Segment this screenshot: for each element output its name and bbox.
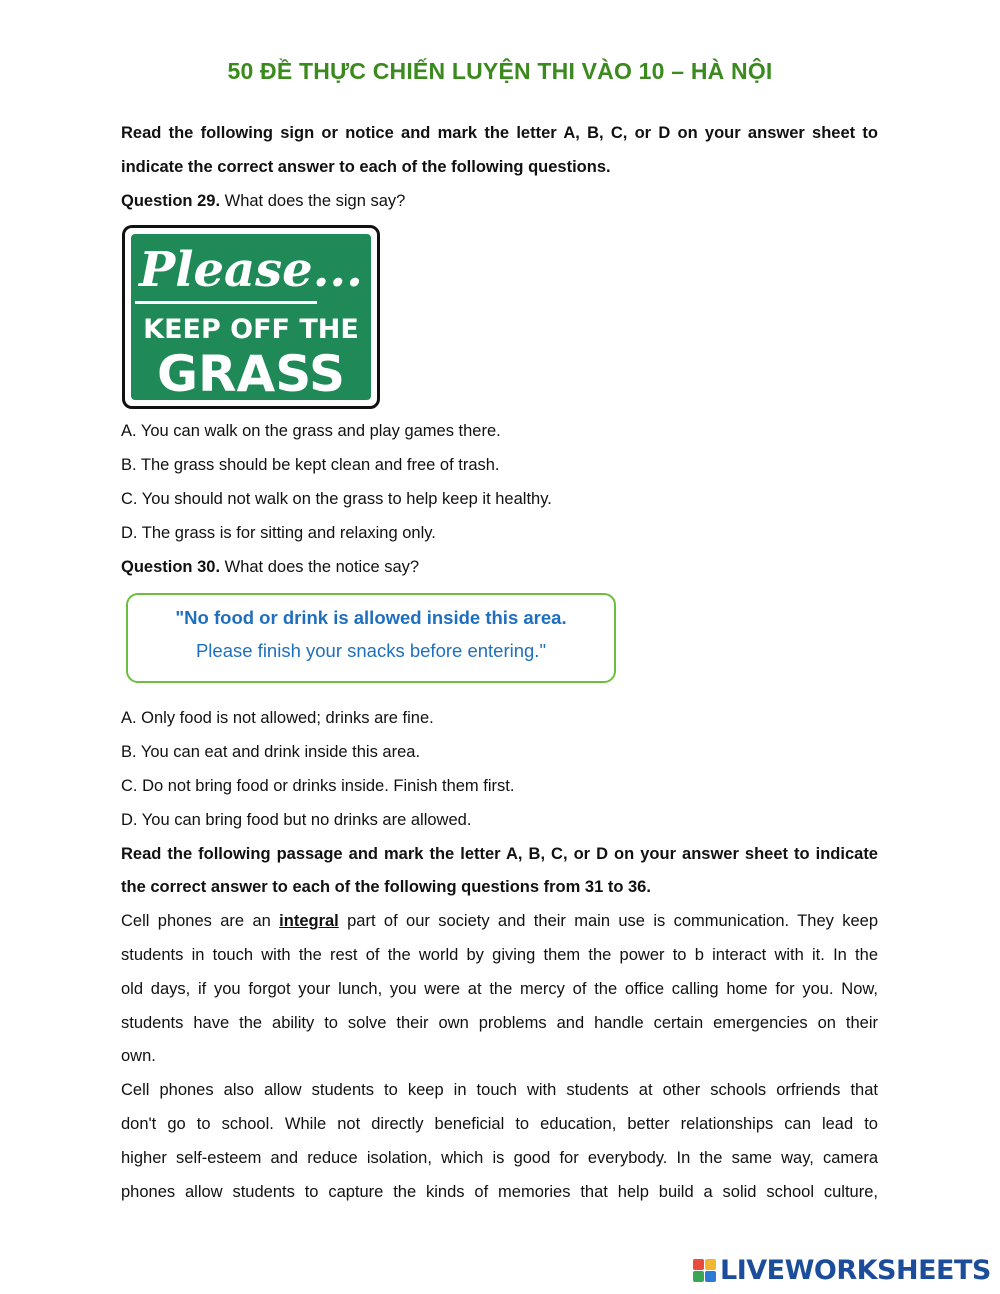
passage-line: old days, if you forgot your lunch, you were at the mercy of the office calling home for you. Now, xyxy=(121,979,878,998)
passage-line: phones allow students to capture the kinds of memories that help build a solid school culture, xyxy=(121,1182,878,1201)
passage-line: higher self-esteem and reduce isolation, which is good for everybody. In the same way, camera xyxy=(121,1148,878,1167)
liveworksheets-icon xyxy=(693,1259,716,1282)
question-label: Question 29. xyxy=(121,191,221,210)
notice-line: Please finish your snacks before entering." xyxy=(195,640,547,662)
section-instruction: the correct answer to each of the following questions from 31 to 36. xyxy=(121,878,651,897)
section-instruction: Read the following sign or notice and mark the letter A, B, C, or D on your answer sheet to xyxy=(121,124,878,142)
passage-line: students in touch with the rest of the world by giving them the power to b interact with it. In the xyxy=(121,945,878,964)
passage-line xyxy=(121,905,878,939)
question-label: Question 30. xyxy=(121,557,221,576)
answer-option[interactable]: D. You can bring food but no drinks are allowed. xyxy=(121,810,472,829)
section-instruction: Read the following passage and mark the letter A, B, C, or D on your answer sheet to indicate xyxy=(121,844,878,863)
underlined-word: integral xyxy=(279,912,339,931)
question-text: What does the sign say? xyxy=(220,191,406,210)
sign-divider xyxy=(135,301,317,304)
passage-text: part of our society and their main use is communication. They keep xyxy=(338,912,878,931)
passage-line: Cell phones also allow students to keep in touch with students at other schools orfriends that xyxy=(121,1081,878,1100)
sign-panel xyxy=(131,234,371,404)
passage-line: don't go to school. While not directly beneficial to education, better relationships can lead to xyxy=(121,1114,878,1133)
answer-option[interactable]: D. The grass is for sitting and relaxing only. xyxy=(121,523,436,542)
answer-option[interactable]: C. You should not walk on the grass to help keep it healthy. xyxy=(121,489,552,508)
passage-text: Cell phones are an xyxy=(121,912,280,931)
sign-grass-text: GRASS xyxy=(156,345,345,404)
passage-line: students have the ability to solve their own problems and handle certain emergencies on their xyxy=(121,1013,878,1032)
answer-option[interactable]: C. Do not bring food or drinks inside. Finish them first. xyxy=(121,776,515,795)
no-food-notice xyxy=(121,584,878,702)
answer-option[interactable]: B. The grass should be kept clean and free of trash. xyxy=(121,456,500,475)
liveworksheets-logo xyxy=(693,1254,991,1286)
answer-option[interactable]: A. Only food is not allowed; drinks are fine. xyxy=(121,709,434,728)
question-29 xyxy=(121,185,878,219)
keep-off-grass-sign xyxy=(121,218,878,415)
worksheet-content xyxy=(121,117,878,1209)
sign-frame xyxy=(122,225,380,409)
section-instruction: indicate the correct answer to each of the following questions. xyxy=(121,157,611,176)
page-title: 50 ĐỀ THỰC CHIẾN LUYỆN THI VÀO 10 – HÀ NỘI xyxy=(227,58,773,84)
answer-option[interactable]: B. You can eat and drink inside this area. xyxy=(121,743,421,762)
passage-line: own. xyxy=(121,1047,156,1066)
question-text: What does the notice say? xyxy=(220,557,420,576)
sign-please-text: Please... xyxy=(139,242,363,299)
question-30 xyxy=(121,551,878,585)
notice-box xyxy=(126,593,616,683)
answer-option[interactable]: A. You can walk on the grass and play games there. xyxy=(121,422,501,441)
brand-name: LIVEWORKSHEETS xyxy=(720,1254,991,1286)
notice-line: "No food or drink is allowed inside this area. xyxy=(175,607,567,629)
sign-keep-text: KEEP OFF THE xyxy=(143,314,359,346)
